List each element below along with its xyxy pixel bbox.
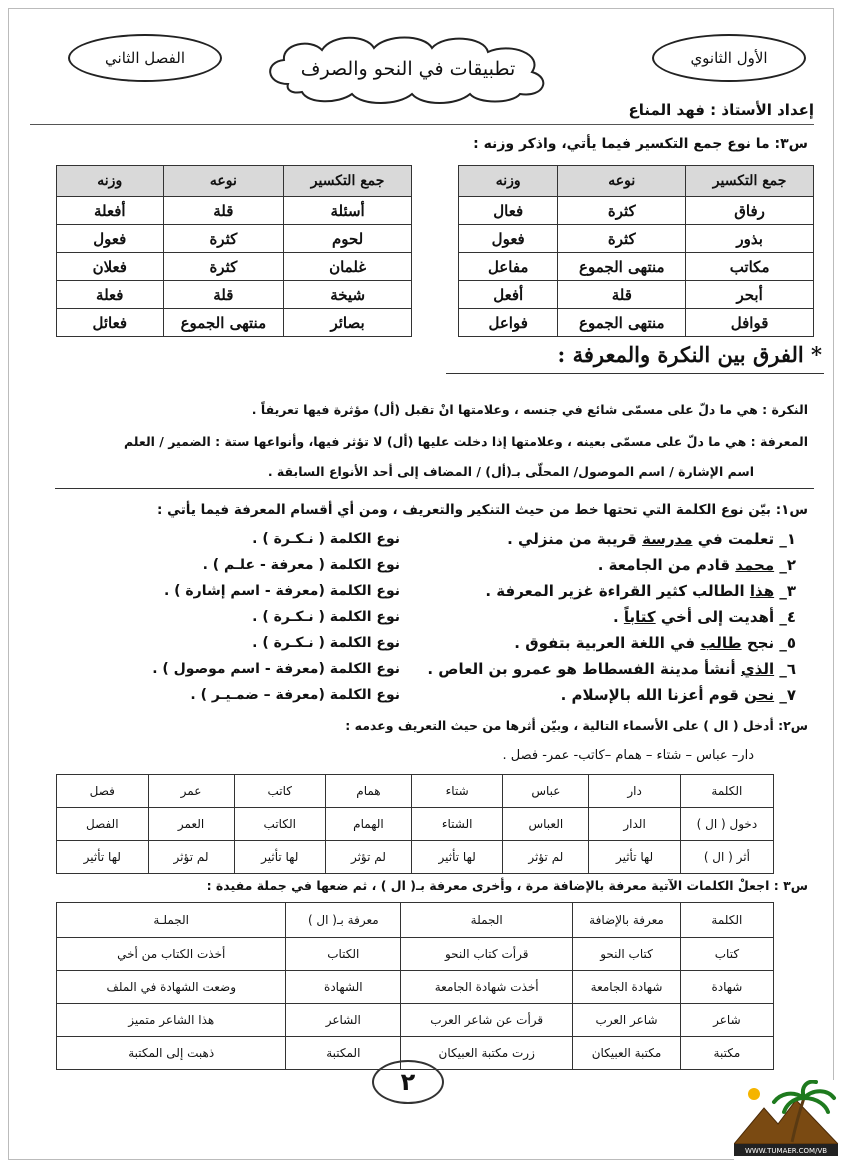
q1-sentence-1: ١_ تعلمت في مدرسة قريبة من منزلي .	[507, 530, 796, 548]
table-cell: لم تؤثر	[503, 841, 589, 874]
table-cell: مفاعل	[459, 253, 558, 281]
q1-sentence-4: ٤_ أهديت إلى أخي كتاباً .	[612, 608, 796, 626]
table-cell: لها تأثير	[57, 841, 149, 874]
table-cell: قوافل	[686, 309, 814, 337]
chapter-oval	[68, 34, 222, 82]
row-label: أثر ( ال )	[680, 841, 773, 874]
q1-sentence-6: ٦_ الذي أنشأ مدينة الفسطاط هو عمرو بن العاص .	[427, 660, 796, 678]
q1-answer-3: نوع الكلمة (معرفة - اسم إشارة ) .	[163, 583, 400, 599]
definition-marifa-types: اسم الإشارة / اسم الموصول/ المحلّى بـ(أل) / المضاف إلى أحد الأنواع السابقة .	[267, 464, 754, 479]
table-row	[57, 775, 774, 808]
table-cell: هذا الشاعر متميز	[57, 1004, 286, 1037]
table-cell: الهمام	[325, 808, 411, 841]
q1-answer-2: نوع الكلمة ( معرفة - علـم ) .	[202, 557, 400, 573]
table-cell: لها تأثير	[411, 841, 502, 874]
site-logo[interactable]	[734, 1080, 838, 1162]
q1-sentence-7: ٧_ نحن قوم أعزنا الله بالإسلام .	[560, 686, 796, 704]
table-row	[459, 281, 814, 309]
q1-sentence-5: ٥_ نجح طالب في اللغة العربية بتفوق .	[514, 634, 796, 652]
q2-title: س٢: أدخل ( ال ) على الأسماء التالية ، وبيّن أثرها من حيث التعريف وعدمه :	[345, 718, 808, 733]
q1-answer-1: نوع الكلمة ( نـكـرة ) .	[252, 531, 400, 547]
table-cell: شتاء	[411, 775, 502, 808]
al-effect-table	[56, 774, 774, 874]
table-cell: قلة	[163, 197, 284, 225]
table-cell: فعال	[459, 197, 558, 225]
q1-answer-7: نوع الكلمة (معرفة – ضمـيـر ) .	[190, 687, 400, 703]
chapter-label: الفصل الثاني	[105, 49, 185, 67]
table-cell: فعول	[57, 225, 164, 253]
author-divider	[30, 124, 814, 125]
table-cell: لها تأثير	[589, 841, 680, 874]
table-cell: شاعر العرب	[573, 1004, 681, 1037]
table-cell: ذهبت إلى المكتبة	[57, 1037, 286, 1070]
table-header-row	[57, 903, 774, 938]
q2-word-list: دار– عباس – شتاء – همام –كاتب- عمر- فصل .	[502, 748, 754, 763]
q1-sentence-3: ٣_ هذا الطالب كثير القراءة غزير المعرفة .	[485, 582, 796, 600]
table-cell: أخذت شهادة الجامعة	[401, 971, 573, 1004]
q3-plural-title: س٣: ما نوع جمع التكسير فيما يأتي، واذكر وزنه :	[473, 136, 808, 152]
table-cell: العمر	[148, 808, 234, 841]
logo-url: WWW.TUMAER.COM/VB	[744, 1147, 828, 1155]
table-row	[57, 253, 412, 281]
q1-answer-5: نوع الكلمة ( نـكـرة ) .	[252, 635, 400, 651]
q1-answer-6: نوع الكلمة (معرفة - اسم موصول ) .	[152, 661, 400, 677]
table-row	[459, 253, 814, 281]
table-cell: بصائر	[284, 309, 412, 337]
table-header: الجملـة	[57, 903, 286, 938]
table-cell: الدار	[589, 808, 680, 841]
plural-table-left	[56, 165, 412, 337]
table-cell: قرأت عن شاعر العرب	[401, 1004, 573, 1037]
grade-oval	[652, 34, 806, 82]
table-cell: وضعت الشهادة في الملف	[57, 971, 286, 1004]
table-cell: غلمان	[284, 253, 412, 281]
definiteness-table	[56, 902, 774, 1070]
plural-table-right	[458, 165, 814, 337]
table-header-row	[459, 166, 814, 197]
section-heading: * الفرق بين النكرة والمعرفة :	[557, 342, 822, 367]
table-cell: مكتبة	[680, 1037, 773, 1070]
table-cell: لم تؤثر	[148, 841, 234, 874]
definition-nakira: النكرة : هي ما دلّ على مسمّى شائع في جنسه ، وعلامتها انْ تقبل (أل) مؤثرة فيها تعريفاً .	[251, 402, 808, 417]
table-cell: أفعلة	[57, 197, 164, 225]
q1-answer-4: نوع الكلمة ( نـكـرة ) .	[252, 609, 400, 625]
table-row	[57, 808, 774, 841]
author-line-text: إعداد الأستاذ : فهد المناع	[628, 101, 814, 119]
table-row	[57, 971, 774, 1004]
table-cell: الشهادة	[286, 971, 401, 1004]
table-row	[57, 1004, 774, 1037]
table-cell: لحوم	[284, 225, 412, 253]
table-row	[57, 225, 412, 253]
table-cell: لم تؤثر	[325, 841, 411, 874]
page-title: تطبيقات في النحو والصرف	[300, 58, 516, 80]
row-label: دخول ( ال )	[680, 808, 773, 841]
table-cell: كتاب النحو	[573, 938, 681, 971]
q3-defn-title: س٣ : اجعلْ الكلمات الآتية معرفة بالإضافة مرة ، وأخرى معرفة بـ( ال ) ، ثم ضعها في جملة مفيدة :	[206, 878, 808, 893]
table-cell: الفصل	[57, 808, 149, 841]
page-number-oval	[372, 1060, 444, 1104]
q1-title: س١: بيّن نوع الكلمة التي تحتها خط من حيث التنكير والتعريف ، ومن أي أقسام المعرفة فيما يأتي :	[156, 502, 808, 518]
table-header: وزنه	[459, 166, 558, 197]
table-cell: الكاتب	[234, 808, 325, 841]
table-row	[459, 225, 814, 253]
table-cell: دار	[589, 775, 680, 808]
table-header: نوعه	[558, 166, 686, 197]
table-cell: كثرة	[558, 225, 686, 253]
table-cell: كتاب	[680, 938, 773, 971]
table-header: الجملة	[401, 903, 573, 938]
table-header: الكلمة	[680, 903, 773, 938]
table-cell: مكتبة العبيكان	[573, 1037, 681, 1070]
table-row	[459, 197, 814, 225]
table-cell: رفاق	[686, 197, 814, 225]
table-header: وزنه	[57, 166, 164, 197]
definition-marifa: المعرفة : هي ما دلّ على مسمّى بعينه ، وعلامتها إذا دخلت عليها (أل) لا تؤثر فيها، وأنواعها ستة : الضمير / العلم	[123, 434, 808, 449]
table-cell: شهادة الجامعة	[573, 971, 681, 1004]
table-row	[57, 938, 774, 971]
table-cell: كثرة	[558, 197, 686, 225]
table-header: نوعه	[163, 166, 284, 197]
grade-label: الأول الثانوي	[690, 49, 768, 67]
table-row	[459, 309, 814, 337]
table-cell: كثرة	[163, 253, 284, 281]
table-cell: عمر	[148, 775, 234, 808]
table-cell: قلة	[163, 281, 284, 309]
table-row	[57, 309, 412, 337]
table-cell: شيخة	[284, 281, 412, 309]
table-cell: الشتاء	[411, 808, 502, 841]
table-cell: الكتاب	[286, 938, 401, 971]
table-cell: كاتب	[234, 775, 325, 808]
table-cell: كثرة	[163, 225, 284, 253]
table-cell: أخذت الكتاب من أخي	[57, 938, 286, 971]
table-cell: فعلة	[57, 281, 164, 309]
table-cell: مكاتب	[686, 253, 814, 281]
table-cell: منتهى الجموع	[558, 253, 686, 281]
table-cell: قلة	[558, 281, 686, 309]
table-cell: همام	[325, 775, 411, 808]
table-header: معرفة بـ( ال )	[286, 903, 401, 938]
table-cell: منتهى الجموع	[163, 309, 284, 337]
table-cell: منتهى الجموع	[558, 309, 686, 337]
table-header: معرفة بالإضافة	[573, 903, 681, 938]
table-row	[57, 841, 774, 874]
table-cell: فعول	[459, 225, 558, 253]
table-header: جمع التكسير	[686, 166, 814, 197]
section-heading-underline	[446, 373, 824, 374]
table-cell: عباس	[503, 775, 589, 808]
table-cell: العباس	[503, 808, 589, 841]
table-cell: شهادة	[680, 971, 773, 1004]
table-cell: شاعر	[680, 1004, 773, 1037]
page-number: ٢	[400, 1068, 416, 1096]
table-cell: بذور	[686, 225, 814, 253]
table-row	[57, 281, 412, 309]
table-cell: فصل	[57, 775, 149, 808]
table-row	[57, 197, 412, 225]
q1-sentence-2: ٢_ محمد قادم من الجامعة .	[597, 556, 796, 574]
table-cell: فعلان	[57, 253, 164, 281]
table-cell: لها تأثير	[234, 841, 325, 874]
table-cell: قرأت كتاب النحو	[401, 938, 573, 971]
table-cell: فواعل	[459, 309, 558, 337]
table-cell: فعائل	[57, 309, 164, 337]
section-divider	[55, 488, 814, 489]
table-cell: أفعل	[459, 281, 558, 309]
row-label: الكلمة	[680, 775, 773, 808]
table-cell: زرت مكتبة العبيكان	[401, 1037, 573, 1070]
table-cell: أسئلة	[284, 197, 412, 225]
table-header: جمع التكسير	[284, 166, 412, 197]
table-cell: الشاعر	[286, 1004, 401, 1037]
table-header-row	[57, 166, 412, 197]
table-cell: المكتبة	[286, 1037, 401, 1070]
table-cell: أبحر	[686, 281, 814, 309]
